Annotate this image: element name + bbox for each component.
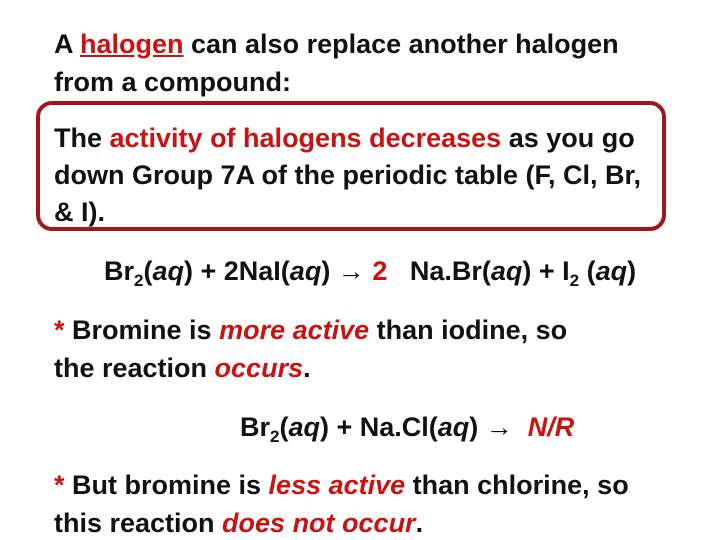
intro-post: can also replace another halogen xyxy=(183,29,619,59)
eq2-mid: ) + Na.Cl( xyxy=(320,412,438,442)
box-line3-text: & I). xyxy=(54,197,105,227)
eq1-br-sub: 2 xyxy=(134,271,144,290)
note2-line2-emph: does not occur xyxy=(222,508,416,538)
eq1-close: ) xyxy=(627,256,637,286)
eq1-mid: ) + 2NaI( xyxy=(184,256,290,286)
note1-line2-emph: occurs xyxy=(214,353,304,383)
intro-line-1 xyxy=(54,28,619,60)
note1-line2-post: . xyxy=(303,353,311,383)
note2-post: than chlorine, so xyxy=(405,470,629,500)
eq1-arrow: ) → xyxy=(321,256,373,286)
intro-halogen: halogen xyxy=(80,29,184,59)
box-line-1 xyxy=(54,122,635,154)
note1-emph: more active xyxy=(219,315,370,345)
eq1-coefficient: 2 xyxy=(372,256,388,286)
intro-line-2 xyxy=(54,66,291,98)
note1-line2-pre: the reaction xyxy=(54,353,215,383)
eq1-aq1: aq xyxy=(152,256,184,286)
eq2-aq1: aq xyxy=(288,412,320,442)
note2-emph: less active xyxy=(268,470,406,500)
eq1-open: ( xyxy=(579,256,596,286)
box-line1-post: as you go xyxy=(501,123,635,153)
box-line-3 xyxy=(54,196,105,228)
eq1-nabr: Na.Br( xyxy=(387,256,491,286)
eq1-aq4: aq xyxy=(595,256,628,286)
note2-line2-post: . xyxy=(415,508,424,538)
note1-star: * xyxy=(54,315,65,345)
eq2-arrow: ) → xyxy=(469,412,528,442)
eq2-br: Br xyxy=(240,412,271,442)
note-2-line-2 xyxy=(54,507,423,539)
note1-post: than iodine, so xyxy=(369,315,568,345)
note1-pre: Bromine is xyxy=(64,315,220,345)
note2-pre: But bromine is xyxy=(64,470,269,500)
equation-1: $Br_2(aq) + 2NaI(aq) \to 2$ $Na.Br(aq) + I_2$ (aq) xyxy=(104,256,637,290)
note-1-line-2 xyxy=(54,352,311,384)
intro-line2-text: from a compound: xyxy=(54,67,291,97)
eq1-aq3: aq xyxy=(490,256,523,286)
eq1-aq2: aq xyxy=(289,256,322,286)
eq2-aq2: aq xyxy=(437,412,470,442)
eq1-br: Br xyxy=(104,256,135,286)
box-line1-red: activity of halogens decreases xyxy=(109,123,502,153)
eq1-plus-i: ) + I xyxy=(522,256,570,286)
eq1-i-sub: 2 xyxy=(569,271,580,290)
note-2-line-1 xyxy=(54,469,629,501)
note2-line2-pre: this reaction xyxy=(54,508,223,538)
eq2-br-sub: 2 xyxy=(270,427,280,446)
box-line-2 xyxy=(54,159,641,191)
intro-pre: A xyxy=(54,29,80,59)
equation-2: $Br_2(aq) + Na.Cl(aq) \to N/R$ xyxy=(240,412,575,446)
box-line2-text: down Group 7A of the periodic table (F, Cl, Br, xyxy=(54,160,642,190)
box-line1-pre: The xyxy=(54,123,110,153)
note-1-line-1 xyxy=(54,314,567,346)
note2-star: * xyxy=(54,470,65,500)
eq2-result: N/R xyxy=(527,412,575,442)
